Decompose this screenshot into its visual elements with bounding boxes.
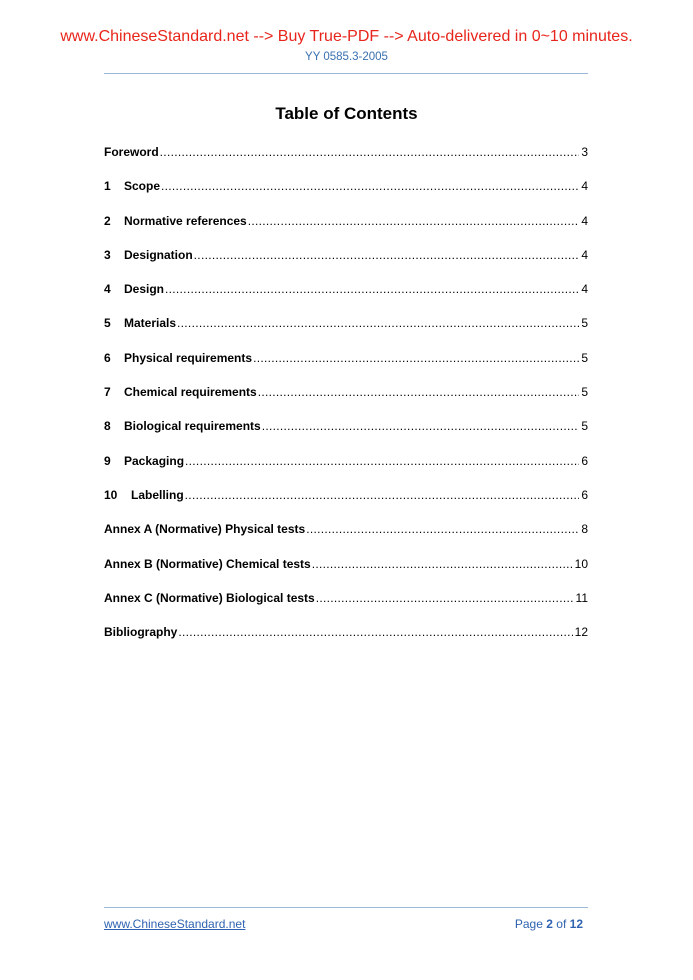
toc-page-number: 5 <box>581 316 588 331</box>
toc-leader-dots <box>312 557 573 571</box>
toc-page-number: 6 <box>581 487 588 502</box>
toc-page-number: 4 <box>581 179 588 194</box>
toc-section-number: 9 <box>104 453 111 468</box>
toc-label: Bibliography <box>104 625 178 640</box>
toc-page-number: 4 <box>581 247 588 262</box>
toc-page-number: 10 <box>574 556 588 571</box>
toc-label: Design <box>124 282 165 297</box>
toc-section-number: 10 <box>104 487 118 502</box>
toc-leader-dots <box>165 282 579 296</box>
toc-leader-dots <box>194 248 580 262</box>
toc-leader-dots <box>185 454 579 468</box>
toc-entry-packaging[interactable] <box>104 454 588 488</box>
toc-section-number: 8 <box>104 419 111 434</box>
toc-leader-dots <box>306 522 579 536</box>
toc-page-number: 4 <box>581 213 588 228</box>
toc-leader-dots <box>258 385 580 399</box>
toc-entry-annex-c[interactable] <box>104 591 588 625</box>
toc-leader-dots <box>262 419 580 433</box>
page-title: Table of Contents <box>275 104 418 123</box>
toc-page-number: 6 <box>581 453 588 468</box>
toc-label: Chemical requirements <box>124 385 257 400</box>
toc-page-number: 12 <box>574 625 588 640</box>
toc-label: Normative references <box>124 213 247 228</box>
toc-entry-design[interactable] <box>104 282 588 316</box>
toc-entry-bibliography[interactable] <box>104 625 588 659</box>
footer-divider <box>104 907 588 908</box>
toc-label: Labelling <box>131 487 184 502</box>
toc-label: Annex A (Normative) Physical tests <box>104 522 306 537</box>
page-total: 12 <box>569 917 583 931</box>
toc-page-number: 5 <box>581 350 588 365</box>
document-number: YY 0585.3-2005 <box>305 51 388 63</box>
toc-section-number: 2 <box>104 213 111 228</box>
toc-entry-normative-references[interactable] <box>104 214 588 248</box>
toc-page-number: 8 <box>581 522 588 537</box>
page-of: of <box>556 917 567 931</box>
footer-page-indicator <box>515 917 583 931</box>
toc-leader-dots <box>178 625 572 639</box>
toc-leader-dots <box>161 179 579 193</box>
toc-leader-dots <box>177 316 579 330</box>
toc-entry-annex-b[interactable] <box>104 557 588 591</box>
toc-label: Annex B (Normative) Chemical tests <box>104 556 311 571</box>
toc-page-number: 3 <box>581 145 588 159</box>
toc-section-number: 7 <box>104 385 111 400</box>
toc-entry-biological-requirements[interactable] <box>104 419 588 453</box>
toc-entry-physical-requirements[interactable] <box>104 351 588 385</box>
promo-banner[interactable]: www.ChineseStandard.net --> Buy True-PDF --> Auto-delivered in 0~10 minutes. <box>60 28 633 45</box>
toc-leader-dots <box>253 351 579 365</box>
toc-label: Materials <box>124 316 177 331</box>
toc-label: Biological requirements <box>124 419 261 434</box>
toc-section-number: 1 <box>104 179 111 194</box>
toc-section-number: 5 <box>104 316 111 331</box>
toc-page-number: 4 <box>581 282 588 297</box>
toc-label: Designation <box>124 247 193 262</box>
toc-label: Packaging <box>124 453 185 468</box>
toc-section-number: 3 <box>104 247 111 262</box>
toc-section-number: 6 <box>104 350 111 365</box>
toc-leader-dots <box>248 214 580 228</box>
table-of-contents <box>104 145 588 659</box>
toc-entry-materials[interactable] <box>104 316 588 350</box>
toc-entry-scope[interactable] <box>104 179 588 213</box>
page-current: 2 <box>546 917 553 931</box>
toc-page-number: 11 <box>575 590 588 605</box>
toc-label: Scope <box>124 179 161 194</box>
toc-label: Annex C (Normative) Biological tests <box>104 590 315 605</box>
toc-page-number: 5 <box>581 419 588 434</box>
toc-entry-foreword[interactable] <box>104 145 588 179</box>
toc-leader-dots <box>160 145 580 159</box>
footer-website-link[interactable]: www.ChineseStandard.net <box>104 917 246 931</box>
toc-section-number: 4 <box>104 282 111 297</box>
toc-page-number: 5 <box>581 385 588 400</box>
header-divider <box>104 73 588 74</box>
toc-leader-dots <box>316 591 574 605</box>
toc-entry-labelling[interactable] <box>104 488 588 522</box>
page-prefix: Page <box>514 917 543 931</box>
toc-label: Foreword <box>104 145 159 159</box>
toc-label: Physical requirements <box>124 350 253 365</box>
toc-entry-annex-a[interactable] <box>104 522 588 556</box>
toc-leader-dots <box>185 488 580 502</box>
toc-entry-designation[interactable] <box>104 248 588 282</box>
toc-entry-chemical-requirements[interactable] <box>104 385 588 419</box>
